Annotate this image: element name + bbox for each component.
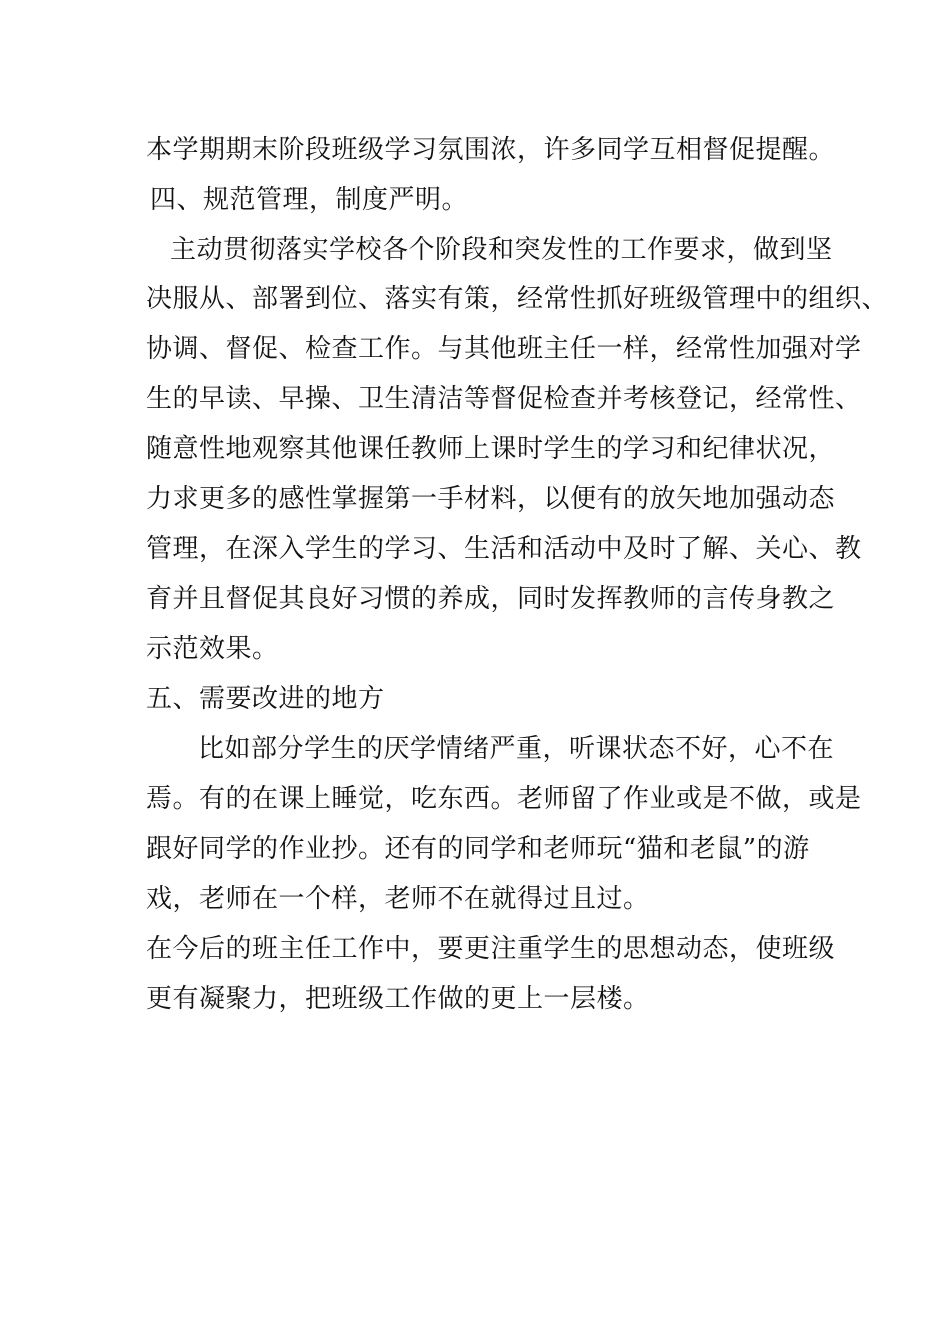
paragraph-line: 力求更多的感性掌握第一手材料，以便有的放矢地加强动态 bbox=[146, 484, 836, 514]
paragraph-line: 育并且督促其良好习惯的养成，同时发挥教师的言传身教之 bbox=[146, 584, 836, 614]
paragraph-line: 协调、督促、检查工作。与其他班主任一样，经常性加强对学 bbox=[146, 334, 862, 364]
paragraph-line: 跟好同学的作业抄。还有的同学和老师玩“猫和老鼠”的游 bbox=[146, 834, 810, 864]
paragraph-line: 焉。有的在课上睡觉，吃东西。老师留了作业或是不做，或是 bbox=[146, 784, 862, 814]
paragraph-line: 在今后的班主任工作中，要更注重学生的思想动态，使班级 bbox=[146, 934, 836, 964]
paragraph-line: 戏，老师在一个样，老师不在就得过且过。 bbox=[146, 884, 650, 914]
paragraph-line: 更有凝聚力，把班级工作做的更上一层楼。 bbox=[146, 984, 650, 1014]
paragraph-line: 生的早读、早操、卫生清洁等督促检查并考核登记，经常性、 bbox=[146, 384, 862, 414]
section-heading: 五、需要改进的地方 bbox=[146, 684, 385, 714]
paragraph-line: 随意性地观察其他课任教师上课时学生的学习和纪律状况， bbox=[146, 434, 836, 464]
paragraph-line: 决服从、部署到位、落实有策，经常性抓好班级管理中的组织、 bbox=[146, 284, 889, 314]
paragraph-line: 主动贯彻落实学校各个阶段和突发性的工作要求，做到坚 bbox=[170, 235, 833, 265]
paragraph-line: 管理，在深入学生的学习、生活和活动中及时了解、关心、教 bbox=[146, 534, 862, 564]
paragraph-line: 比如部分学生的厌学情绪严重，听课状态不好，心不在 bbox=[198, 734, 835, 764]
paragraph-line: 示范效果。 bbox=[146, 634, 279, 664]
paragraph-line: 本学期期末阶段班级学习氛围浓，许多同学互相督促提醒。 bbox=[146, 135, 836, 165]
section-heading: 四、规范管理，制度严明。 bbox=[150, 185, 469, 215]
